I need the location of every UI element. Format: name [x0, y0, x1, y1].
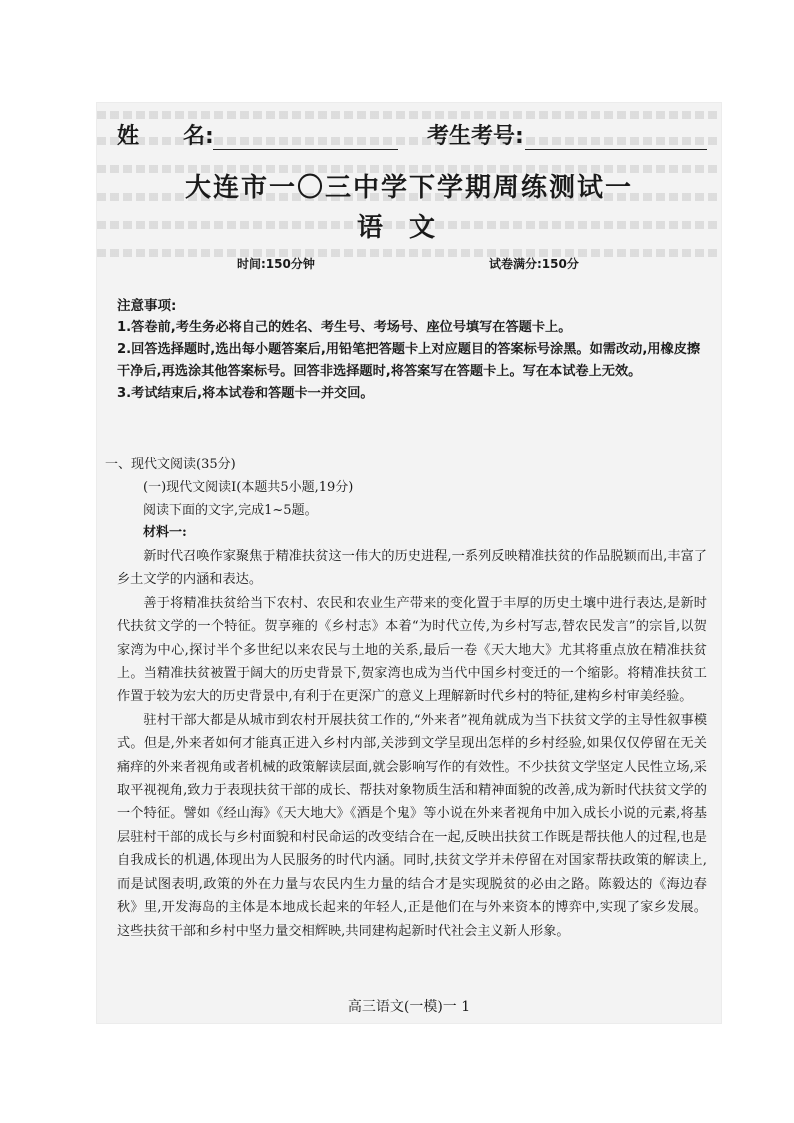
passage-paragraph: 驻村干部大都是从城市到农村开展扶贫工作的,“外来者”视角就成为当下扶贫文学的主导性叙事模式。但是,外来者如何才能真正进入乡村内部,关涉到文学呈现出怎样的乡村经验,如果仅仅停留在无关痛痒的外来者视角或者机械的政策解读层面,就会影响写作的有效性。不少扶贫文学坚定人民性立场,采取平视视角,致力于表现扶贫干部的成长、帮扶对象物质生活和精神面貌的改善,成为新时代扶贫文学的一个特征。譬如《经山海》《天大地大》《酒是个鬼》等小说在外来者视角中加入成长小说的元素,将基层驻村干部的成长与乡村面貌和村民命运的改变结合在一起,反映出扶贫工作既是帮扶他人的过程,也是自我成长的机遇,体现出为人民服务的时代内涵。同时,扶贫文学并未停留在对国家帮扶政策的解读上,而是试图表明,政策的外在力量与农民内生力量的结合才是实现脱贫的必由之路。陈毅达的《海边春秋》里,开发海岛的主体是本地成长起来的年轻人,正是他们在与外来资本的博弈中,实现了家乡发展。这些扶贫干部和乡村中坚力量交相辉映,共同建构起新时代社会主义新人形象。 [117, 712, 707, 939]
name-field-line[interactable] [213, 149, 398, 150]
material-label: 材料一: [143, 525, 187, 540]
note-item: 2.回答选择题时,选出每小题答案后,用铅笔把答题卡上对应题目的答案标号涂黑。如需改动,用橡皮擦干净后,再选涂其他答案标号。回答非选择题时,将答案写在答题卡上。写在本试卷上无效。 [117, 342, 701, 379]
exam-sheet [97, 103, 721, 1023]
reading-passage [117, 545, 707, 943]
passage-paragraph: 善于将精准扶贫给当下农村、农民和农业生产带来的变化置于丰厚的历史土壤中进行表达,是新时代扶贫文学的一个特征。贺享雍的《乡村志》本着“为时代立传,为乡村写志,替农民发言”的宗旨,以贺家湾为中心,探讨半个多世纪以来农民与土地的关系,最后一卷《天大地大》尤其将重点放在精准扶贫上。当精准扶贫被置于阔大的历史背景下,贺家湾也成为当代中国乡村变迁的一个缩影。将精准扶贫工作置于较为宏大的历史背景中,有利于在更深广的意义上理解新时代乡村的特征,建构乡村审美经验。 [117, 595, 707, 705]
exam-id-field-line[interactable] [525, 149, 707, 150]
sheet-content [97, 103, 721, 1023]
exam-time: 时间:150分钟 [237, 257, 315, 271]
passage-paragraph: 新时代召唤作家聚焦于精准扶贫这一伟大的历史进程,一系列反映精准扶贫的作品脱颖而出,丰富了乡土文学的内涵和表达。 [117, 549, 707, 588]
subject-title: 语文 [356, 213, 461, 243]
candidate-info-row [117, 119, 717, 153]
section-part-heading: 一、现代文阅读(35分) [105, 457, 236, 472]
notes-heading: 注意事项: [117, 298, 177, 314]
exam-full-score: 试卷满分:150分 [489, 257, 579, 271]
exam-title: 大连市一〇三中学下学期周练测试一 [184, 173, 633, 203]
exam-id-label: 考生考号: [427, 124, 524, 149]
section-instruction: 阅读下面的文字,完成1~5题。 [143, 503, 318, 518]
notes-block [117, 295, 707, 405]
note-item: 3.考试结束后,将本试卷和答题卡一并交回。 [117, 386, 374, 401]
section-sub-heading: (一)现代文阅读Ⅰ(本题共5小题,19分) [143, 480, 354, 495]
name-label: 姓 名: [117, 124, 214, 149]
page-footer: 高三语文(一模)一 1 [347, 999, 471, 1015]
note-item: 1.答卷前,考生务必将自己的姓名、考生号、考场号、座位号填写在答题卡上。 [117, 320, 572, 335]
